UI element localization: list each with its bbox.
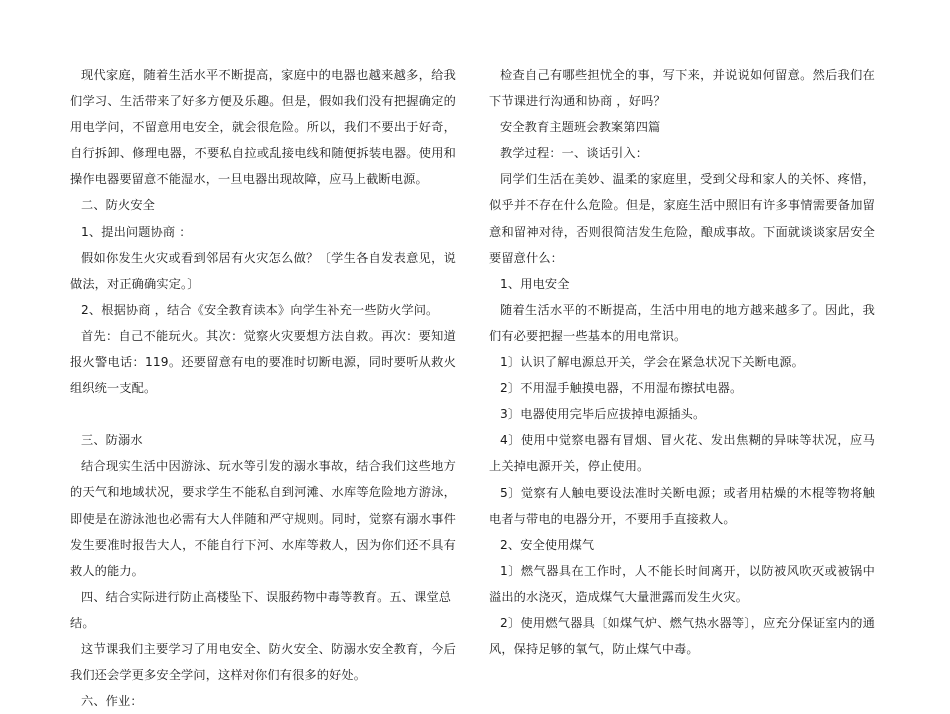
list-item-electric-4: 4〕使用中觉察电器有冒烟、冒火花、发出焦糊的异味等状况，应马上关掉电源开关，停止使用。	[489, 433, 875, 474]
blank-line	[70, 401, 456, 427]
heading-homework: 六、作业：	[81, 694, 143, 709]
paragraph-fire-supplement: 2、根据协商 ，结合《安全教育读本》向学生补充一些防火学问。	[81, 302, 439, 317]
paragraph-fire-question: 1、提出问题协商 ：	[81, 224, 192, 239]
paragraph-drowning-details: 结合现实生活中因游泳、玩水等引发的溺水事故，结合我们这些地方的天气和地域状况，要求学生不能私自到河滩、水库等危险地方游泳，即使是在游泳池也必需有大人伴随和严守规则。同时，觉察有溺水事件发生要准时报告大人，不能自行下河、水库等救人，因为你们还不具有救人的能力。	[70, 459, 456, 578]
heading-anti-drowning: 三、防溺水	[81, 433, 143, 448]
paragraph-intro-electric: 现代家庭，随着生活水平不断提高，家庭中的电器也越来越多，给我们学习、生活带来了好多方便及乐趣。但是，假如我们没有把握确定的用电学问，不留意用电安全，就会很危险。所以，我们不要出于好奇，自行拆卸、修理电器，不要私自拉或乱接电线和随便拆装电器。使用和操作电器要留意不能湿水，一旦电器出现故障，应马上截断电源。	[70, 68, 456, 187]
list-item-electric-5: 5〕觉察有人触电要设法准时关断电源；或者用枯燥的木棍等物将触电者与带电的电器分开，不要用手直接救人。	[489, 485, 875, 526]
heading-lesson-four: 安全教育主题班会教案第四篇	[500, 120, 661, 135]
heading-electric-safety: 1、用电安全	[500, 276, 570, 291]
heading-gas-safety: 2、安全使用煤气	[500, 537, 595, 552]
paragraph-home-intro: 同学们生活在美妙、温柔的家庭里，受到父母和家人的关怀、疼惜，似乎并不存在什么危险。但是，家庭生活中照旧有许多事情需要备加留意和留神对待，否则很简洁发生危险，酿成事故。下面就谈谈家居安全要留意什么：	[489, 172, 875, 265]
paragraph-fire-what-to-do: 假如你发生火灾或看到邻居有火灾怎么做？〔学生各自发表意见，说做法，对正确确实定。〕	[70, 250, 456, 291]
paragraph-electric-common-sense: 随着生活水平的不断提高，生活中用电的地方越来越多了。因此，我们有必要把握一些基本的用电常识。	[489, 302, 875, 343]
list-item-gas-2: 2〕使用燃气器具〔如煤气炉、燃气热水器等〕，应充分保证室内的通风，保持足够的氧气，防止煤气中毒。	[489, 615, 875, 657]
heading-fire-safety: 二、防火安全	[81, 198, 156, 213]
right-column	[489, 62, 875, 662]
list-item-electric-3: 3〕电器使用完毕后应拔掉电源插头。	[500, 407, 706, 422]
paragraph-teaching-process: 教学过程：一、谈话引入：	[500, 146, 649, 161]
list-item-electric-2: 2〕不用湿手触摸电器，不用湿布擦拭电器。	[500, 381, 743, 396]
paragraph-homework-task: 检查自己有哪些担忧全的事，写下来，并说说如何留意。然后我们在下节课进行沟通和协商 ，好吗？	[489, 68, 875, 109]
paragraph-fire-rules: 首先：自己不能玩火。其次：觉察火灾要想方法自救。再次：要知道报火警电话：119。还要留意有电的要准时切断电源，同时要听从救火组织统一支配。	[70, 328, 456, 396]
paragraph-other-education: 四、结合实际进行防止高楼坠下、误服药物中毒等教育。五、课堂总结。	[70, 589, 452, 630]
list-item-gas-1: 1〕燃气器具在工作时，人不能长时间离开，以防被风吹灭或被锅中溢出的水浇灭，造成煤气大量泄露而发生火灾。	[489, 563, 875, 604]
paragraph-summary: 这节课我们主要学习了用电安全、防火安全、防溺水安全教育，今后我们还会学更多安全学问，这样对你们有很多的好处。	[70, 641, 456, 683]
left-column	[70, 62, 456, 714]
list-item-electric-1: 1〕认识了解电源总开关，学会在紧急状况下关断电源。	[500, 355, 805, 370]
